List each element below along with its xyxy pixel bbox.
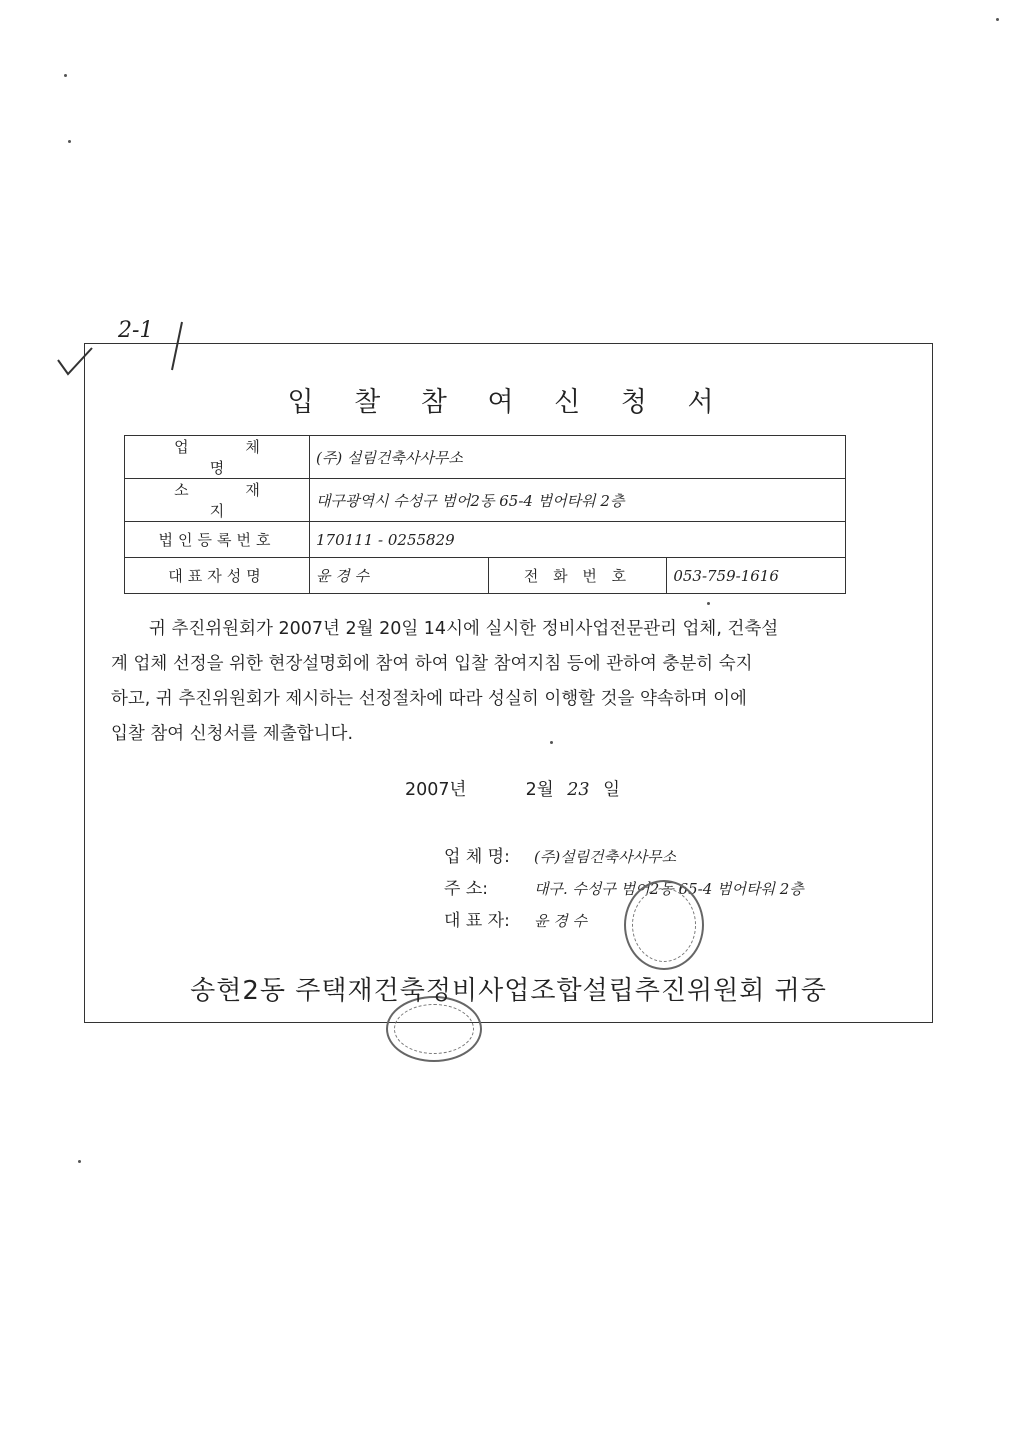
scan-speck xyxy=(64,74,67,77)
statement-line: 하고, 귀 추진위원회가 제시하는 선정절차에 따라 성실히 이행할 것을 약속하며 이에 xyxy=(111,689,747,709)
signature-address-value: 대구. 수성구 범어2동 65-4 범어타워 2층 xyxy=(534,880,804,898)
margin-note: 2-1 xyxy=(118,318,154,343)
signature-address-label: 주 소: xyxy=(444,879,488,899)
address-value: 대구광역시 수성구 범어2동 65-4 범어타워 2층 xyxy=(310,479,846,522)
signature-company-label: 업 체 명: xyxy=(444,847,510,867)
date-day-suffix: 일 xyxy=(603,780,620,800)
signature-company xyxy=(444,842,676,867)
signature-company-value: (주)설림건축사사무소 xyxy=(534,848,677,866)
table-row xyxy=(125,479,846,522)
statement-line: 귀 추진위원회가 2007년 2월 20일 14시에 실시한 정비사업전문관리 업체, 건축설 xyxy=(149,619,779,639)
signature-address xyxy=(444,874,804,899)
company-label: 업 체 명 xyxy=(125,436,310,479)
representative-label: 대표자성명 xyxy=(125,558,310,594)
address-label: 소 재 지 xyxy=(125,479,310,522)
table-row xyxy=(125,558,846,594)
signature-representative-label: 대 표 자: xyxy=(444,911,510,931)
signature-representative xyxy=(444,906,587,931)
registration-number-value: 170111 - 0255829 xyxy=(310,522,846,558)
table-row xyxy=(125,436,846,479)
scan-speck xyxy=(78,1160,81,1163)
phone-label: 전 화 번 호 xyxy=(488,558,667,594)
form-title: 입 찰 참 여 신 청 서 xyxy=(287,387,730,418)
date-month: 2월 xyxy=(525,780,554,800)
scan-speck xyxy=(996,18,999,21)
statement-line: 입찰 참여 신청서를 제출합니다. xyxy=(111,724,354,744)
date-day: 23 xyxy=(567,780,590,800)
company-seal-icon xyxy=(624,880,704,970)
submission-date xyxy=(405,776,620,801)
date-year: 2007년 xyxy=(405,780,467,800)
registration-number-label: 법인등록번호 xyxy=(125,522,310,558)
scan-speck xyxy=(68,140,71,143)
company-value: (주) 설림건축사사무소 xyxy=(310,436,846,479)
applicant-info-table xyxy=(124,435,846,594)
phone-value: 053-759-1616 xyxy=(667,558,846,594)
table-row xyxy=(125,522,846,558)
statement-line: 계 업체 선정을 위한 현장설명회에 참여 하여 입찰 참여지침 등에 관하여 충분히 숙지 xyxy=(111,654,753,674)
signature-representative-value: 윤 경 수 xyxy=(534,912,588,930)
application-statement xyxy=(111,612,901,752)
representative-value: 윤 경 수 xyxy=(310,558,489,594)
addressee-footer: 송현2동 주택재건축정비사업조합설립추진위원회 귀중 xyxy=(190,976,827,1006)
